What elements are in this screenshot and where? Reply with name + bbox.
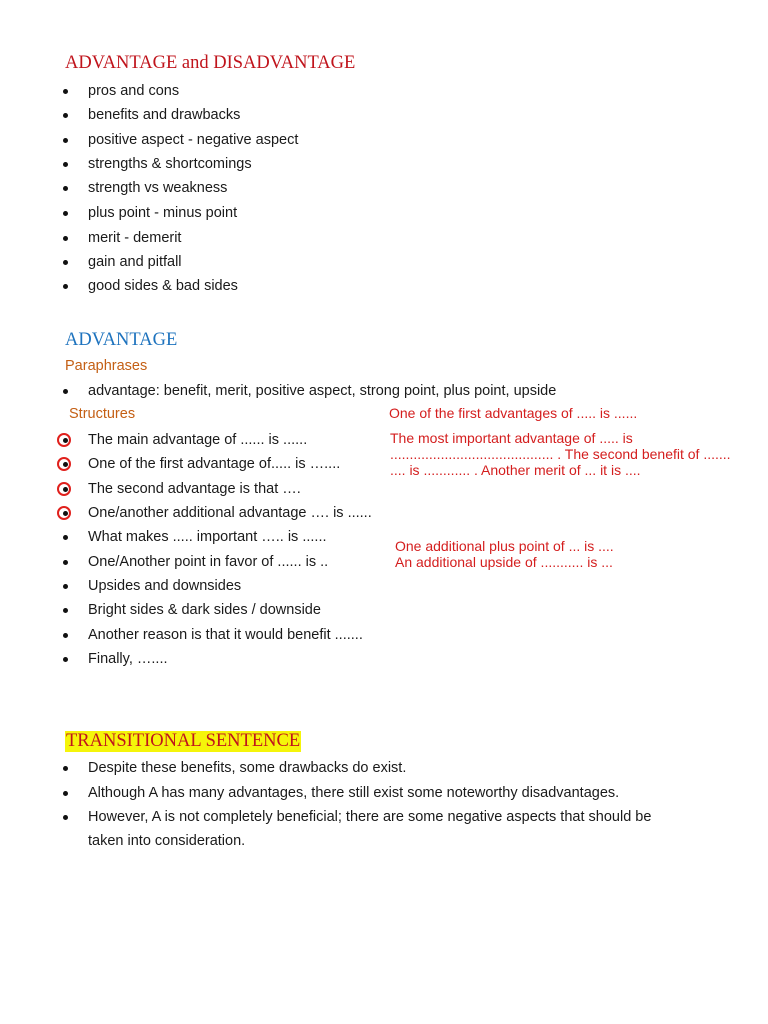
note-another-merit: .... is ............ . Another merit of ... it is .... xyxy=(390,462,641,478)
bullet-icon xyxy=(63,211,68,216)
bullet-icon xyxy=(63,791,68,796)
bullet-icon xyxy=(63,657,68,662)
bullet-icon xyxy=(63,535,68,540)
note-second-benefit: .......................................... . The second benefit of ....... xyxy=(390,446,731,462)
bullet-icon xyxy=(63,462,68,467)
note-upside: An additional upside of ........... is ... xyxy=(395,554,613,570)
bullet-icon xyxy=(63,633,68,638)
bullet-icon xyxy=(63,560,68,565)
bullet-icon xyxy=(63,260,68,265)
bullet-icon xyxy=(63,284,68,289)
bullet-icon xyxy=(63,236,68,241)
bullet-icon xyxy=(63,815,68,820)
bullet-icon xyxy=(63,584,68,589)
section-title-transitional-sentence: TRANSITIONAL SENTENCE xyxy=(66,731,301,751)
bullet-icon xyxy=(63,186,68,191)
bullet-icon xyxy=(63,89,68,94)
bullet-icon xyxy=(63,608,68,613)
bullet-icon xyxy=(63,511,68,516)
bullet-icon xyxy=(63,389,68,394)
bullet-icon xyxy=(63,138,68,143)
note-most-important: The most important advantage of ..... is xyxy=(390,430,633,446)
bullet-icon xyxy=(63,113,68,118)
bullet-icon xyxy=(63,487,68,492)
section-title-advantage-disadvantage: ADVANTAGE and DISADVANTAGE xyxy=(65,53,356,73)
note-plus-point: One additional plus point of ... is .... xyxy=(395,538,614,554)
section-title-advantage: ADVANTAGE xyxy=(65,330,178,350)
structures-label: Structures xyxy=(69,406,136,422)
bullet-icon xyxy=(63,766,68,771)
note-first-advantages: One of the first advantages of ..... is ...... xyxy=(389,405,638,421)
bullet-icon xyxy=(63,438,68,443)
paraphrases-label: Paraphrases xyxy=(65,358,148,374)
bullet-icon xyxy=(63,162,68,167)
